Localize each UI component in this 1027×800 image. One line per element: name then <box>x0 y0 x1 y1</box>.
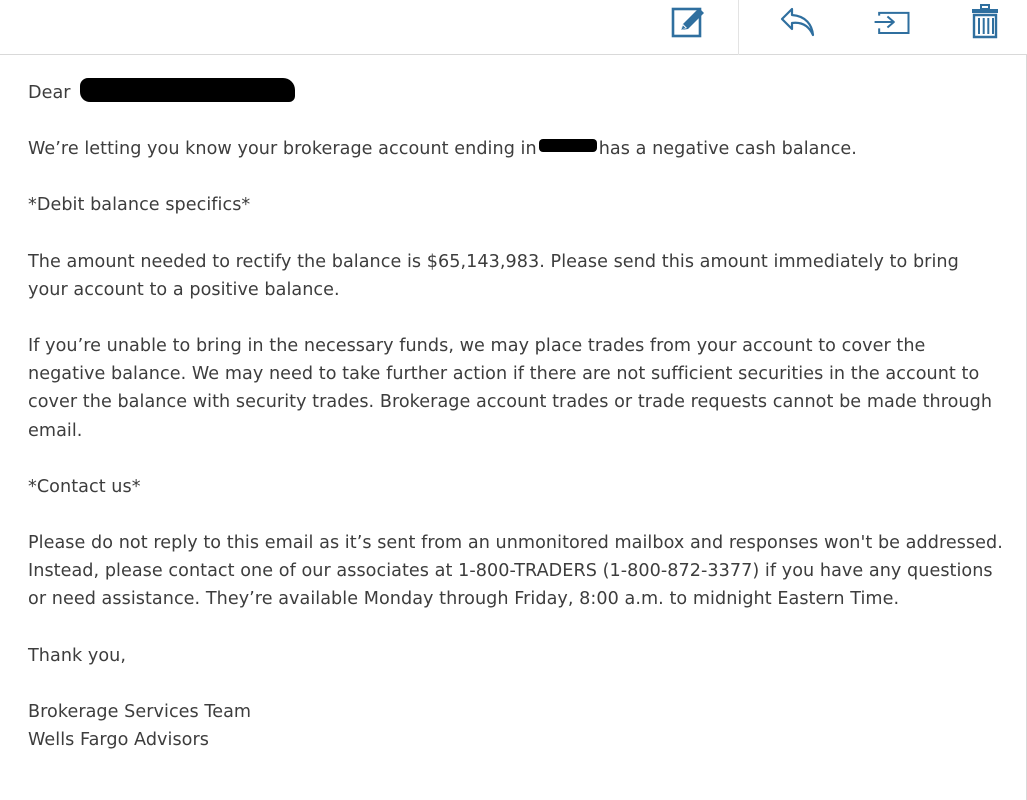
signature-team: Brokerage Services Team <box>28 701 252 722</box>
reply-button[interactable] <box>776 2 820 42</box>
contact-heading: *Contact us* <box>28 476 141 497</box>
debit-heading: *Debit balance specifics* <box>28 195 251 216</box>
email-toolbar <box>0 0 1027 55</box>
delete-button[interactable] <box>963 2 1007 42</box>
closing-line: Thank you, <box>28 645 127 666</box>
intro-text-after: has a negative cash balance. <box>598 139 857 160</box>
trades-paragraph: If you’re unable to bring in the necessary funds, we may place trades from your account to cover the negative balance. We may need to take further action if there are not sufficient securities in the account to cover the balance with security trades. Brokerage account trades or trade requests cannot be made through email. <box>28 336 993 441</box>
compose-icon <box>668 3 708 41</box>
trash-icon <box>965 3 1005 41</box>
reply-icon <box>776 3 820 41</box>
intro-paragraph <box>28 135 1003 163</box>
move-to-folder-button[interactable] <box>870 2 914 42</box>
redacted-account-number <box>539 139 597 152</box>
email-body <box>28 78 1003 754</box>
move-to-folder-icon <box>870 3 914 41</box>
greeting-text: Dear <box>28 83 71 103</box>
amount-paragraph: The amount needed to rectify the balance is $65,143,983. Please send this amount immediately to bring your account to a positive balance. <box>28 251 959 300</box>
greeting-line <box>28 79 1003 107</box>
compose-button[interactable] <box>666 2 710 42</box>
redacted-name <box>80 78 295 102</box>
contact-paragraph: Please do not reply to this email as it’s sent from an unmonitored mailbox and responses won't be addressed. Instead, please contact one of our associates at 1-800-TRADERS (1-800-872-3377) if you have any questions or need assistance. They’re available Monday through Friday, 8:00 a.m. to midnight Eastern Time. <box>28 533 1003 610</box>
signature-company: Wells Fargo Advisors <box>28 730 209 751</box>
intro-text-before: We’re letting you know your brokerage account ending in <box>28 139 537 160</box>
toolbar-separator <box>738 0 739 55</box>
